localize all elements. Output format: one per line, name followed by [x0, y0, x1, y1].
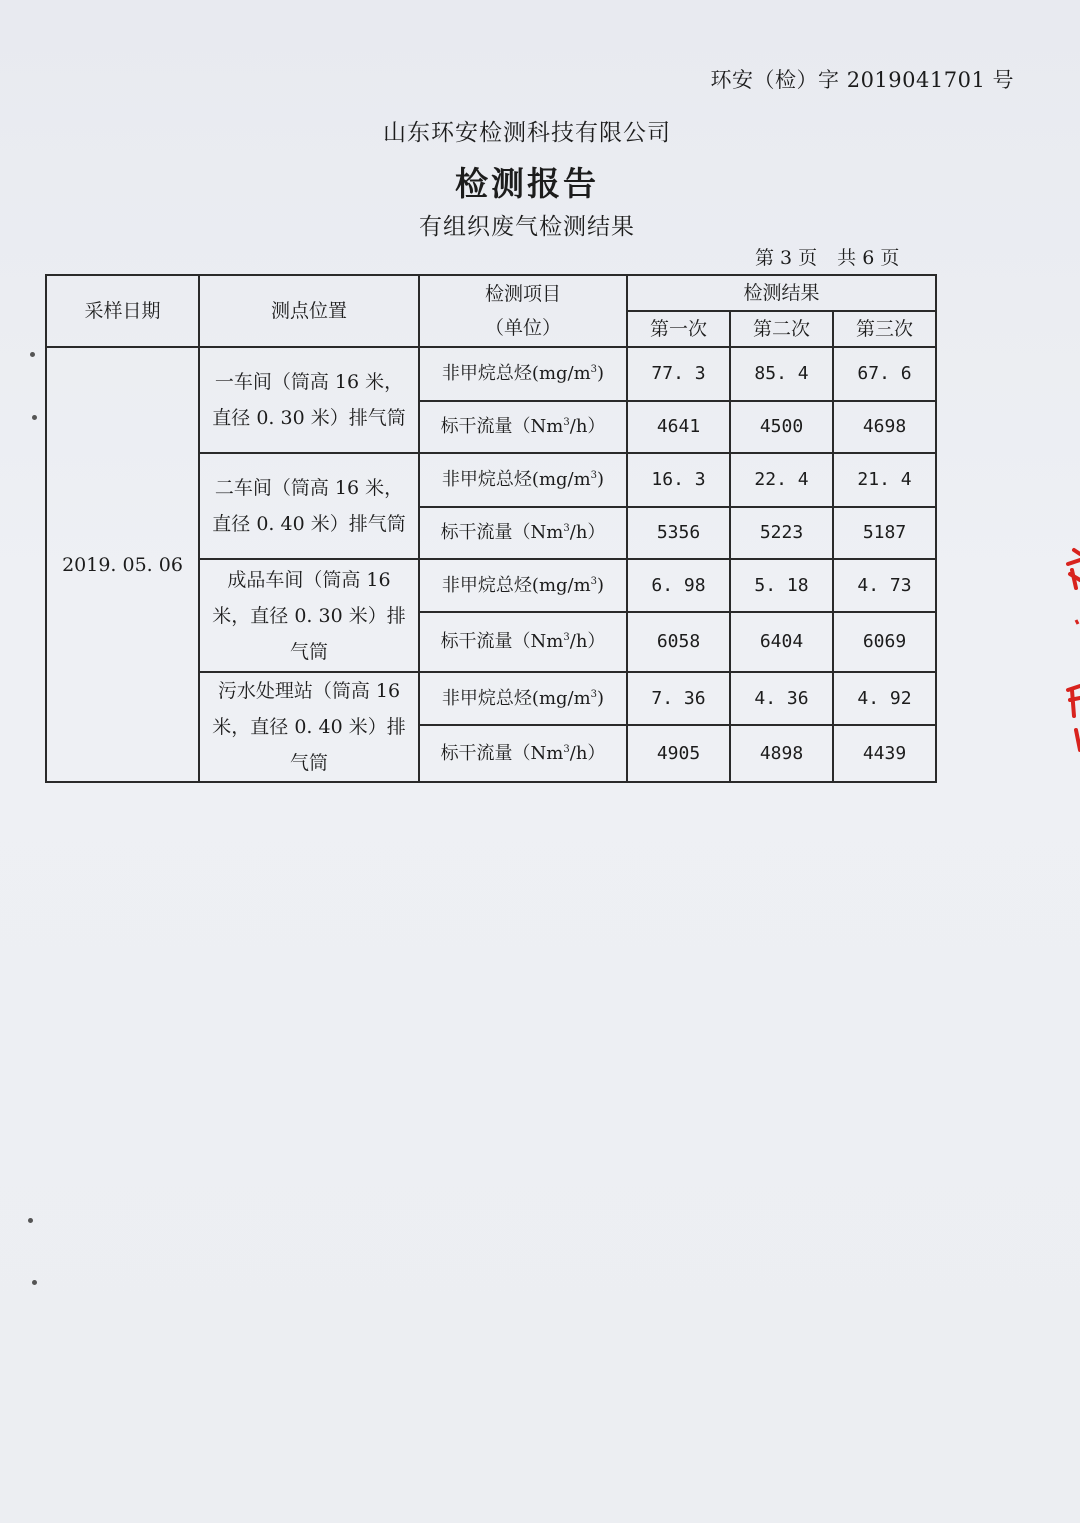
value-cell: 6404: [730, 612, 833, 672]
value-cell: 6069: [833, 612, 936, 672]
value-cell: 6. 98: [627, 559, 730, 612]
results-table: [45, 274, 937, 783]
value-cell: 85. 4: [730, 347, 833, 401]
item-flow: 标干流量（Nm$^3$/h）: [419, 725, 627, 782]
table-header-row: [46, 275, 936, 311]
table-row: [46, 347, 936, 401]
header-sampling-date: 采样日期: [46, 275, 199, 347]
report-title: 检测报告: [455, 164, 599, 203]
value-cell: 6058: [627, 612, 730, 672]
binding-hole-mark: [28, 1218, 33, 1223]
header-results: 检测结果: [627, 275, 936, 311]
value-cell: 4500: [730, 401, 833, 453]
value-cell: 4. 92: [833, 672, 936, 725]
value-cell: 4905: [627, 725, 730, 782]
header-location: 测点位置: [199, 275, 419, 347]
page-indicator: [755, 243, 899, 270]
value-cell: 5223: [730, 507, 833, 559]
value-cell: 4. 73: [833, 559, 936, 612]
item-nmhc: 非甲烷总烃$(mg/m^3)$: [419, 453, 627, 507]
binding-hole-mark: [32, 415, 37, 420]
item-nmhc: 非甲烷总烃$(mg/m^3)$: [419, 559, 627, 612]
header-unit-label: （单位）: [484, 317, 561, 339]
value-cell: 4641: [627, 401, 730, 453]
value-cell: 67. 6: [833, 347, 936, 401]
value-cell: 4698: [833, 401, 936, 453]
value-cell: 5356: [627, 507, 730, 559]
value-cell: 5187: [833, 507, 936, 559]
value-cell: 21. 4: [833, 453, 936, 507]
seal-stamp-fragment: [1054, 540, 1080, 760]
value-cell: 4898: [730, 725, 833, 782]
item-flow: 标干流量（Nm$^3$/h）: [419, 401, 627, 453]
header-item: [419, 275, 627, 347]
item-flow: 标干流量（Nm$^3$/h）: [419, 507, 627, 559]
value-cell: 77. 3: [627, 347, 730, 401]
location-cell: 成品车间（筒高 16 米，直径 0. 30 米）排气筒: [199, 559, 419, 672]
item-nmhc: 非甲烷总烃$(mg/m^3)$: [419, 672, 627, 725]
value-cell: 4. 36: [730, 672, 833, 725]
binding-hole-mark: [30, 352, 35, 357]
header-run-3: 第三次: [833, 311, 936, 347]
header-run-2: 第二次: [730, 311, 833, 347]
location-cell: 一车间（筒高 16 米，直径 0. 30 米）排气筒: [199, 347, 419, 453]
sampling-date-cell: 2019. 05. 06: [46, 347, 199, 782]
value-cell: 16. 3: [627, 453, 730, 507]
location-cell: 污水处理站（筒高 16 米，直径 0. 40 米）排气筒: [199, 672, 419, 782]
value-cell: 22. 4: [730, 453, 833, 507]
value-cell: 5. 18: [730, 559, 833, 612]
header-run-1: 第一次: [627, 311, 730, 347]
value-cell: 7. 36: [627, 672, 730, 725]
header-item-label: 检测项目: [484, 283, 561, 305]
page-number: 第 3 页: [755, 247, 818, 269]
item-nmhc: 非甲烷总烃$(mg/m^3)$: [419, 347, 627, 401]
binding-hole-mark: [32, 1280, 37, 1285]
item-flow: 标干流量（Nm$^3$/h）: [419, 612, 627, 672]
location-cell: 二车间（筒高 16 米，直径 0. 40 米）排气筒: [199, 453, 419, 559]
page-total: 共 6 页: [837, 247, 900, 269]
value-cell: 4439: [833, 725, 936, 782]
report-subtitle: 有组织废气检测结果: [419, 214, 635, 240]
company-name: 山东环安检测科技有限公司: [383, 120, 671, 146]
report-number: 环安（检）字 2019041701 号: [710, 68, 1014, 92]
